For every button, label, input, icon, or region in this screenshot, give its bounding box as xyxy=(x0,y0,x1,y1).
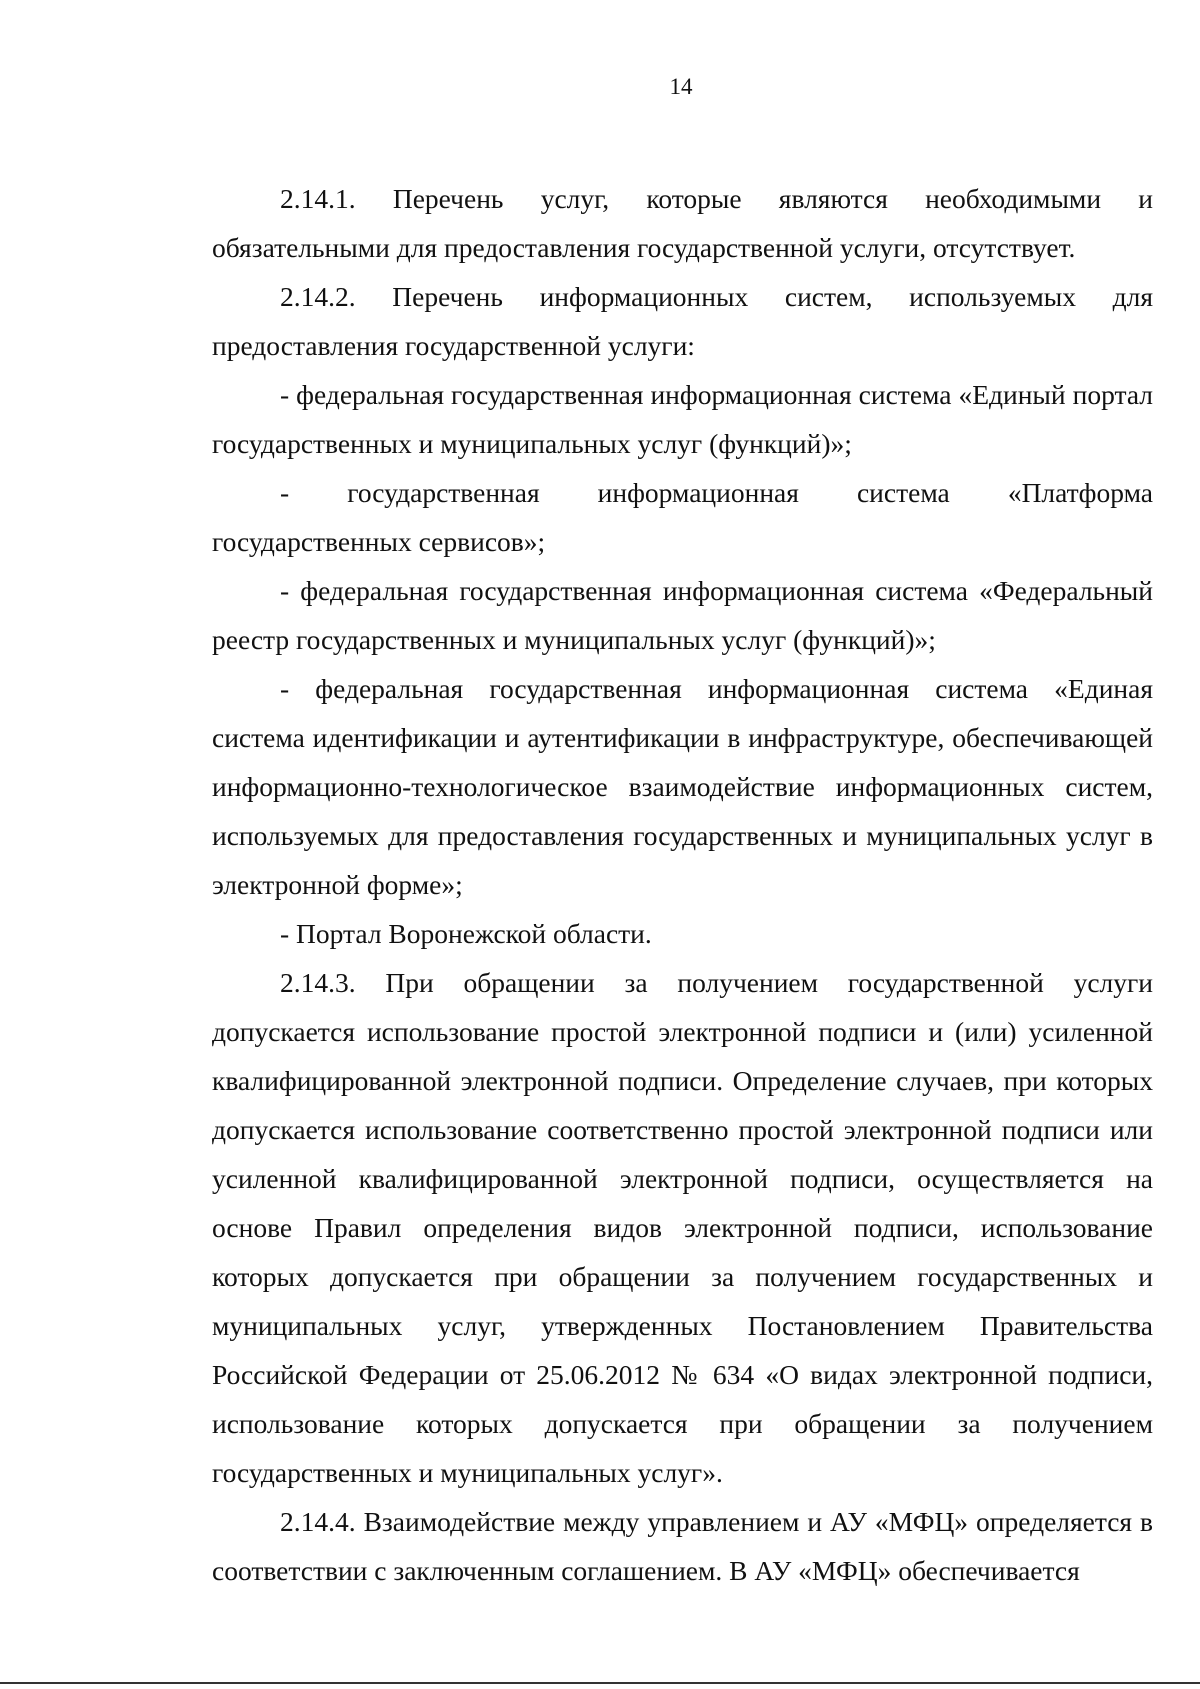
document-body xyxy=(212,174,1153,1595)
page-number: 14 xyxy=(669,74,693,99)
list-item-epgu: - федеральная государственная информационная система «Единый портал государственных и муниципальных услуг (функций)»; xyxy=(212,379,1153,459)
bottom-divider xyxy=(0,1682,1200,1684)
list-item-esia: - федеральная государственная информационная система «Единая система идентификации и аутентификации в инфраструктуре, обеспечивающей информационно-технологическое взаимодействие информационных систем, используемых для предоставления государственных и муниципальных услуг в электронной форме»; xyxy=(212,673,1153,900)
list-item-voronezh-portal: - Портал Воронежской области. xyxy=(280,918,652,949)
list-item-platform: - государственная информационная система «Платформа государственных сервисов»; xyxy=(212,477,1153,557)
list-item-federal-registry: - федеральная государственная информационная система «Федеральный реестр государственных и муниципальных услуг (функций)»; xyxy=(212,575,1153,655)
paragraph-2-14-3: 2.14.3. При обращении за получением государственной услуги допускается использование простой электронной подписи и (или) усиленной квалифицированной электронной подписи. Определение случаев, при которых допускается использование соответственно простой электронной подписи или усиленной квалифицированной электронной подписи, осуществляется на основе Правил определения видов электронной подписи, использование которых допускается при обращении за получением государственных и муниципальных услуг, утвержденных Постановлением Правительства Российской Федерации от 25.06.2012 № 634 «О видах электронной подписи, использование которых допускается при обращении за получением государственных и муниципальных услуг». xyxy=(212,967,1153,1488)
paragraph-2-14-4: 2.14.4. Взаимодействие между управлением и АУ «МФЦ» определяется в соответствии с заключенным соглашением. В АУ «МФЦ» обеспечивается xyxy=(212,1506,1153,1586)
paragraph-2-14-1: 2.14.1. Перечень услуг, которые являются необходимыми и обязательными для предоставления государственной услуги, отсутствует. xyxy=(212,183,1153,263)
paragraph-2-14-2: 2.14.2. Перечень информационных систем, используемых для предоставления государственной услуги: xyxy=(212,281,1153,361)
